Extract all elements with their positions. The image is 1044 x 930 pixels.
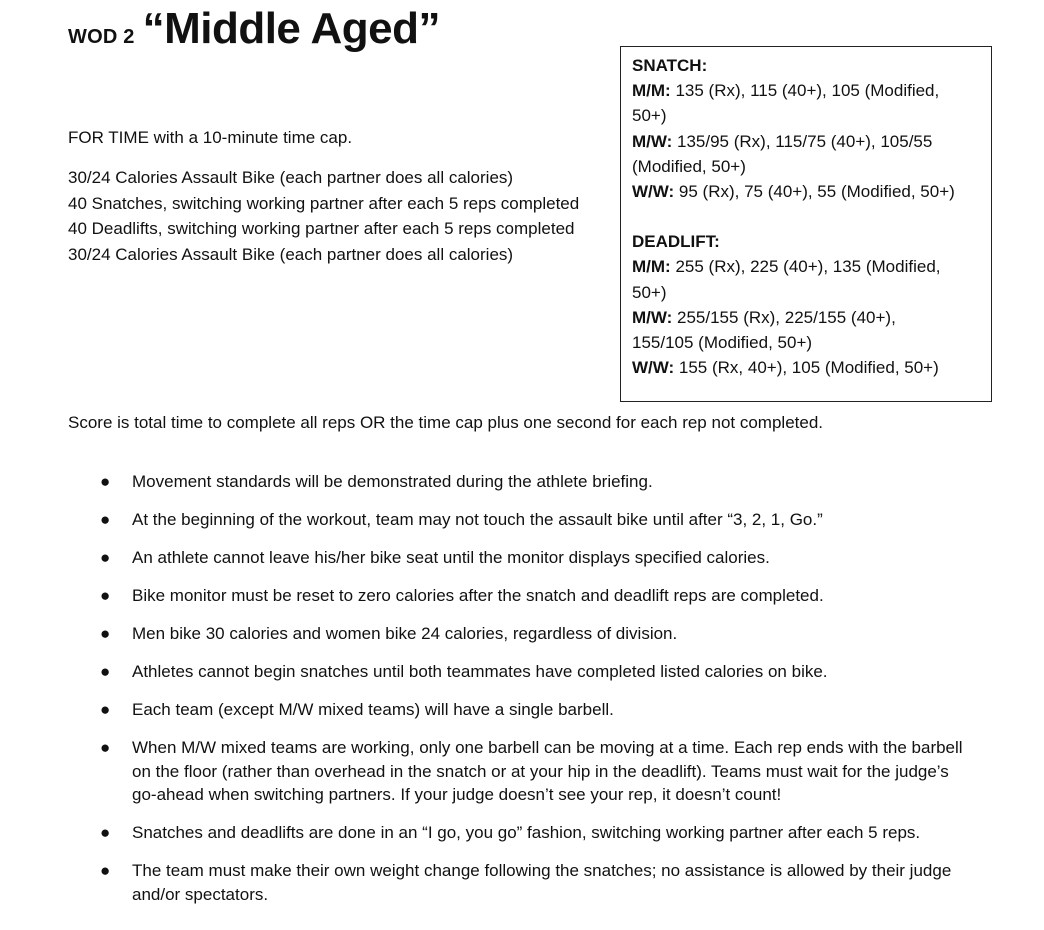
- movement-line: 40 Snatches, switching working partner after each 5 reps completed: [68, 193, 580, 213]
- weights-box: [620, 46, 992, 402]
- deadlift-weight-line: [632, 330, 981, 355]
- time-cap-text: FOR TIME with a 10-minute time cap.: [68, 128, 353, 147]
- rule-item: [96, 736, 976, 807]
- weight-values: 135 (Rx), 115 (40+), 105 (Modified,: [670, 81, 940, 101]
- division-key: M/W:: [632, 307, 673, 327]
- rule-item: [96, 508, 976, 532]
- bullet-icon: ●: [100, 738, 111, 757]
- weight-values: 135/95 (Rx), 115/75 (40+), 105/55: [672, 131, 933, 151]
- weight-values: 50+): [632, 106, 667, 126]
- rule-item: [96, 859, 976, 906]
- division-key: M/M:: [632, 81, 671, 101]
- rule-item: [96, 470, 976, 494]
- rule-text: Snatches and deadlifts are done in an “I go, you go” fashion, switching working partner after each 5 reps.: [132, 823, 921, 842]
- rule-item: [96, 584, 976, 608]
- rule-item: [96, 546, 976, 570]
- weight-values: 50+): [632, 282, 667, 302]
- division-key: W/W:: [632, 182, 675, 202]
- bullet-icon: ●: [100, 662, 111, 681]
- weight-values: 255 (Rx), 225 (40+), 135 (Modified,: [670, 257, 941, 277]
- snatch-heading: SNATCH:: [632, 56, 708, 75]
- deadlift-weight-line: [632, 305, 981, 330]
- rule-text: Athletes cannot begin snatches until both teammates have completed listed calories on bike.: [132, 662, 828, 681]
- rule-item: [96, 622, 976, 646]
- bullet-icon: ●: [100, 861, 111, 880]
- movement-line: 30/24 Calories Assault Bike (each partner does all calories): [68, 244, 514, 264]
- bullet-icon: ●: [100, 548, 111, 567]
- page-title-row: [68, 4, 440, 54]
- weight-values: 255/155 (Rx), 225/155 (40+),: [672, 307, 896, 327]
- rule-text: Movement standards will be demonstrated during the athlete briefing.: [132, 472, 653, 491]
- deadlift-weight-line: [632, 280, 981, 305]
- snatch-weight-line: [632, 103, 981, 128]
- bullet-icon: ●: [100, 700, 111, 719]
- deadlift-weight-line: [632, 254, 981, 279]
- bullet-icon: ●: [100, 510, 111, 529]
- division-key: M/M:: [632, 257, 671, 277]
- movement-list: [68, 165, 579, 267]
- rule-text: An athlete cannot leave his/her bike seat until the monitor displays specified calories.: [132, 548, 770, 567]
- bullet-icon: ●: [100, 472, 111, 491]
- movement-line: 30/24 Calories Assault Bike (each partner does all calories): [68, 168, 514, 187]
- box-spacer: [632, 204, 981, 229]
- rule-text: Each team (except M/W mixed teams) will have a single barbell.: [132, 700, 614, 719]
- rule-item: [96, 821, 976, 845]
- bullet-icon: ●: [100, 586, 111, 605]
- movement-line: 40 Deadlifts, switching working partner after each 5 reps completed: [68, 219, 575, 238]
- weight-values: 155 (Rx, 40+), 105 (Modified, 50+): [674, 358, 939, 378]
- deadlift-heading: DEADLIFT:: [632, 232, 720, 252]
- rule-text: When M/W mixed teams are working, only one barbell can be moving at a time. Each rep ends with the barbell on the floor (rather than overhead in the snatch or at your hip in the deadlift). Teams must wait for the judge’s go-ahead when switching partners. If your judge doesn’t see your rep, it doesn’t count!: [132, 738, 963, 804]
- weight-values: 155/105 (Modified, 50+): [632, 333, 813, 353]
- bullet-icon: ●: [100, 624, 111, 643]
- rules-list: [96, 470, 976, 921]
- snatch-weight-line: [632, 154, 981, 179]
- weight-values: 95 (Rx), 75 (40+), 55 (Modified, 50+): [674, 182, 955, 202]
- weight-values: (Modified, 50+): [632, 156, 746, 176]
- division-key: W/W:: [632, 358, 675, 378]
- snatch-weight-line: [632, 179, 981, 204]
- deadlift-weight-line: [632, 355, 981, 380]
- rule-text: Men bike 30 calories and women bike 24 calories, regardless of division.: [132, 624, 678, 643]
- rule-text: At the beginning of the workout, team may not touch the assault bike until after “3, 2, 1, Go.”: [132, 510, 823, 529]
- rule-text: The team must make their own weight change following the snatches; no assistance is allowed by their judge and/or spectators.: [132, 861, 952, 904]
- division-key: M/W:: [632, 131, 673, 151]
- page-title: “Middle Aged”: [142, 4, 440, 53]
- rule-item: [96, 660, 976, 684]
- rule-text: Bike monitor must be reset to zero calories after the snatch and deadlift reps are completed.: [132, 586, 824, 605]
- wod-label: WOD 2: [68, 26, 135, 48]
- snatch-weight-line: [632, 78, 981, 103]
- bullet-icon: ●: [100, 823, 111, 842]
- rule-item: [96, 698, 976, 722]
- score-text: Score is total time to complete all reps OR the time cap plus one second for each rep not completed.: [68, 413, 823, 432]
- snatch-weight-line: [632, 129, 981, 154]
